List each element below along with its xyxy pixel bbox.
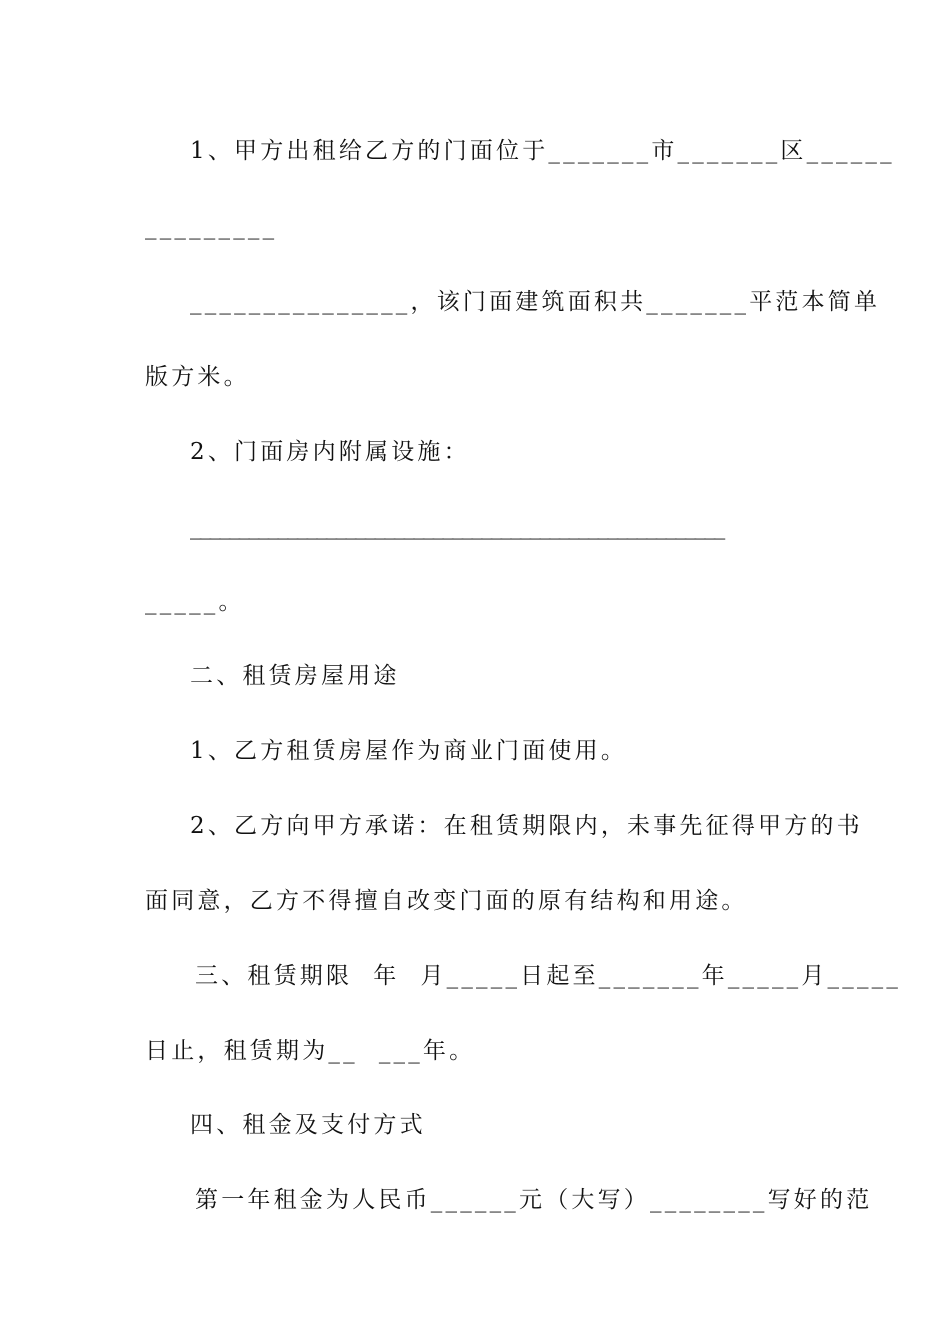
section-2-heading: 二、租赁房屋用途 [190,663,400,689]
section-2-clause-2-line-1: 2、乙方向甲方承诺：在租赁期限内，未事先征得甲方的书 [190,813,863,839]
clause-1-line-3: _______________，该门面建筑面积共_______平范本简单 [190,289,881,315]
clause-1-line-2: _________ [145,214,278,240]
section-2-clause-2-line-2: 面同意，乙方不得擅自改变门面的原有结构和用途。 [145,888,748,914]
clause-1-line-1: 1、甲方出租给乙方的门面位于_______市_______区______ [190,138,895,164]
facilities-blank-end: _____。 [145,589,245,615]
clause-2-title: 2、门面房内附属设施： [190,439,470,465]
clause-1-line-4: 版方米。 [145,364,250,390]
section-4-heading: 四、租金及支付方式 [190,1112,426,1138]
section-2-clause-1: 1、乙方租赁房屋作为商业门面使用。 [190,738,628,764]
section-3-line-1: 三、租赁期限 年 月_____日起至_______年_____月_____ [195,963,902,989]
section-3-line-2: 日止，租赁期为__ ___年。 [145,1038,476,1064]
facilities-blank-line: _______________________________________________________ [190,514,724,540]
section-4-line-1: 第一年租金为人民币______元（大写）________写好的范 [195,1187,873,1213]
